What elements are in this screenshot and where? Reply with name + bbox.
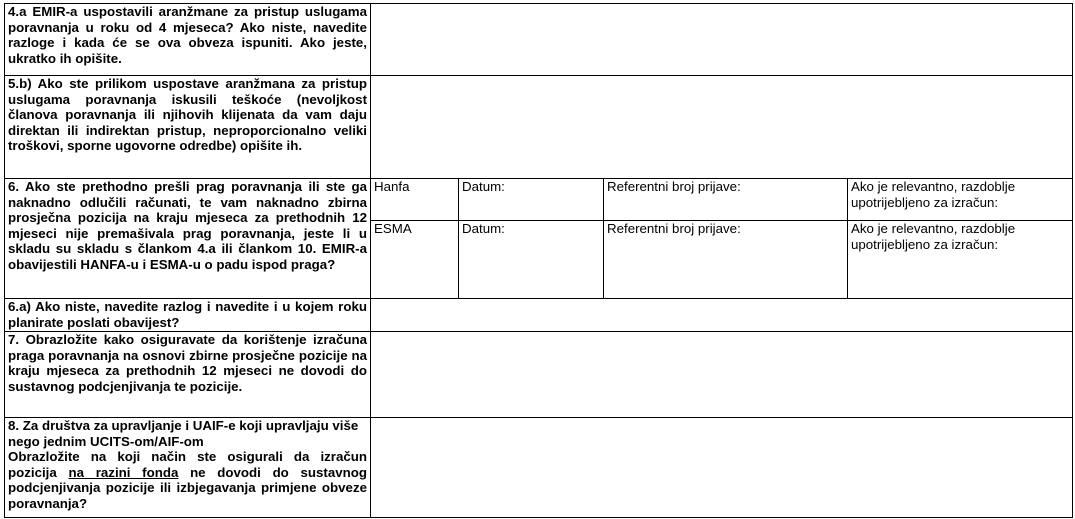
- question-row-6a: [5, 299, 1073, 332]
- question-8-fund-level-emphasis: na razini fonda: [68, 464, 179, 480]
- question-8-text: [5, 418, 371, 518]
- date-field[interactable]: Datum:: [459, 179, 604, 221]
- answer-8-field[interactable]: [371, 418, 1073, 518]
- answer-4a-field[interactable]: [371, 4, 1073, 76]
- question-row-4a: [5, 4, 1073, 76]
- question-6-text: 6. Ako ste prethodno prešli prag poravnanja ili ste ga naknadno odlučili računati, te vam naknadno zbirna prosječna pozicija na kraju mjeseca za prethodnih 12 mjeseci nije premašivala prag poravnanja, jeste li u skladu su skladu s člankom 4.a ili člankom 10. EMIR-a obavijestili HANFA-u i ESMA-u o padu ispod praga?: [5, 179, 371, 299]
- question-4a-text: 4.a EMIR-a uspostavili aranžmane za pristup uslugama poravnanja u roku od 4 mjeseca? Ako niste, navedite razloge i kada će se ova obveza ispuniti. Ako jeste, ukratko ih opišite.: [5, 4, 371, 76]
- authority-label: Hanfa: [371, 179, 459, 221]
- answer-7-field[interactable]: [371, 332, 1073, 418]
- question-8-text-part2: ne dovodi do sustavnog podcjenjivanja pozicije ili izbjegavanja primjene obveze poravnanja?: [8, 464, 368, 511]
- question-row-5b: [5, 76, 1073, 179]
- question-row-7: [5, 332, 1073, 418]
- calculation-period-field[interactable]: Ako je relevantno, razdoblje upotrijebljeno za izračun:: [848, 221, 1073, 299]
- question-8-scope: 8. Za društva za upravljanje i UAIF-e koji upravljaju više nego jednim UCITS-om/AIF-om: [8, 418, 359, 449]
- reference-number-field[interactable]: Referentni broj prijave:: [604, 221, 848, 299]
- question-row-8: [5, 418, 1073, 518]
- answer-5b-field[interactable]: [371, 76, 1073, 179]
- reference-number-field[interactable]: Referentni broj prijave:: [604, 179, 848, 221]
- authority-label: ESMA: [371, 221, 459, 299]
- question-8-text-part1: Obrazložite na koji način ste osigurali da izračun pozicija: [8, 449, 367, 480]
- date-field[interactable]: Datum:: [459, 221, 604, 299]
- notification-row-hanfa: [5, 179, 1073, 221]
- question-6a-text: 6.a) Ako niste, navedite razlog i navedite i u kojem roku planirate poslati obavijest?: [5, 299, 371, 332]
- question-5b-text: 5.b) Ako ste prilikom uspostave aranžmana za pristup uslugama poravnanja iskusili teškoće (nevoljkost članova poravnanja ili njihovih klijenata da vam daju direktan ili indirektan pristup, neproporcionalno veliki troškovi, sporne ugovorne odredbe) opišite ih.: [5, 76, 371, 179]
- questionnaire-table: [4, 3, 1073, 518]
- calculation-period-field[interactable]: Ako je relevantno, razdoblje upotrijebljeno za izračun:: [848, 179, 1073, 221]
- question-7-text: 7. Obrazložite kako osiguravate da korištenje izračuna praga poravnanja na osnovi zbirne prosječne pozicije na kraju mjeseca za prethodnih 12 mjeseci ne dovodi do sustavnog podcjenjivanja te pozicije.: [5, 332, 371, 418]
- answer-6a-field[interactable]: [371, 299, 1073, 332]
